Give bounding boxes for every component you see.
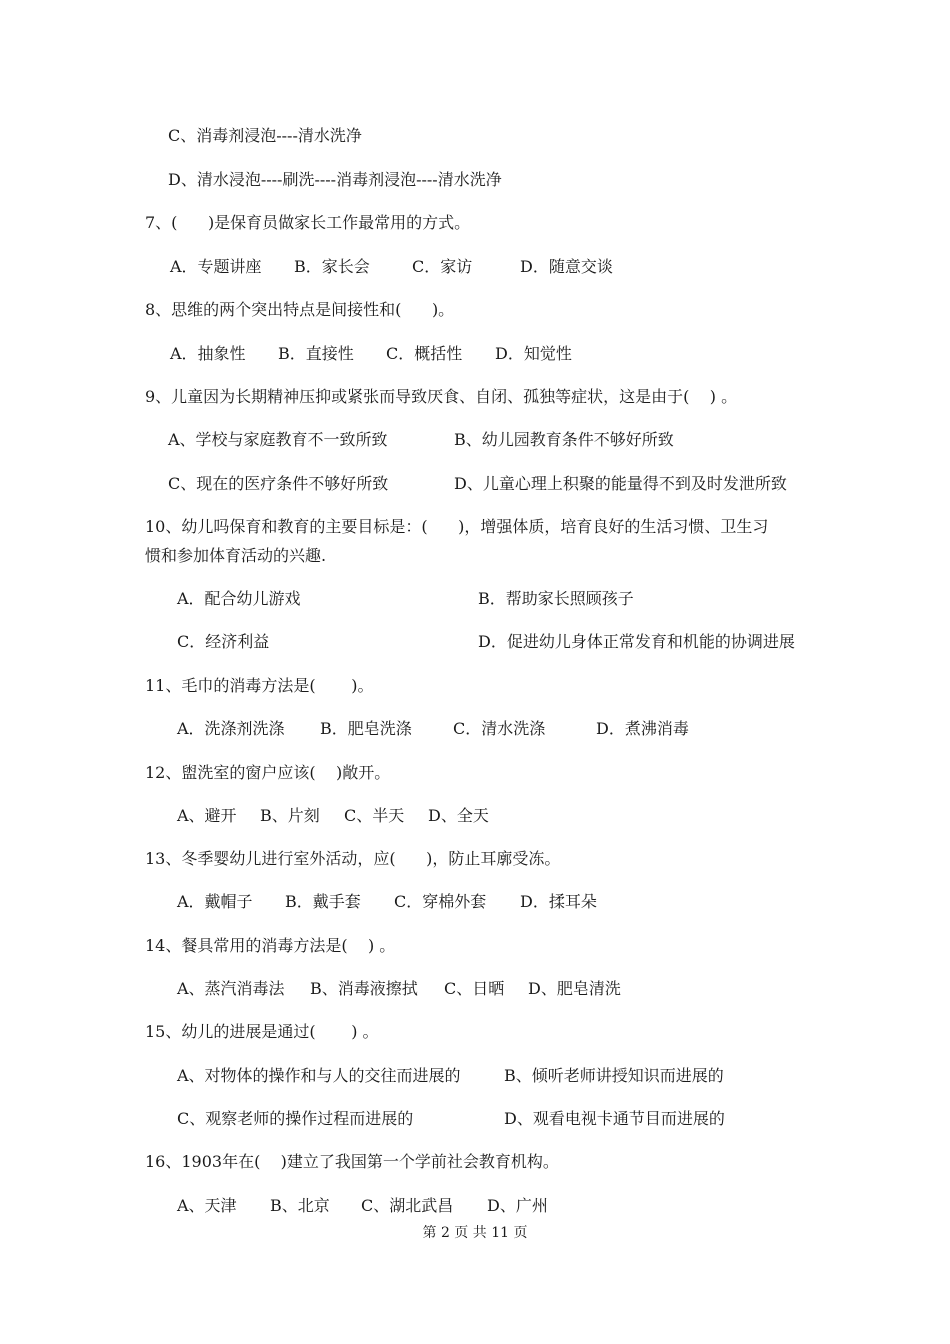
q10-option-c: C．经济利益 (177, 632, 270, 651)
question-15: 15、幼儿的进展是通过( ) 。 (145, 1022, 379, 1041)
question-10-line-2: 惯和参加体育活动的兴趣. (145, 546, 327, 565)
q8-option-b: B．直接性 (278, 344, 354, 363)
question-13: 13、冬季婴幼儿进行室外活动，应( )，防止耳廓受冻。 (145, 849, 561, 868)
q9-option-a: A、学校与家庭教育不一致所致 (168, 430, 388, 449)
q12-option-c: C、半天 (344, 806, 405, 825)
q10-option-a: A．配合幼儿游戏 (177, 589, 301, 608)
q15-option-c: C、观察老师的操作过程而进展的 (177, 1109, 414, 1128)
q9-option-b: B、幼儿园教育条件不够好所致 (454, 430, 674, 449)
q10-option-b: B．帮助家长照顾孩子 (478, 589, 634, 608)
q8-option-c: C．概括性 (386, 344, 463, 363)
q7-option-b: B．家长会 (294, 257, 370, 276)
q8-option-d: D．知觉性 (495, 344, 572, 363)
question-7: 7、( )是保育员做家长工作最常用的方式。 (145, 213, 471, 232)
q14-option-a: A、蒸汽消毒法 (177, 979, 285, 998)
q11-option-a: A．洗涤剂洗涤 (177, 719, 285, 738)
q13-option-d: D．揉耳朵 (520, 892, 597, 911)
q16-option-a: A、天津 (177, 1196, 237, 1215)
q9-option-c: C、现在的医疗条件不够好所致 (168, 474, 389, 493)
q10-option-d: D．促进幼儿身体正常发育和机能的协调进展 (478, 632, 795, 651)
question-11: 11、毛巾的消毒方法是( )。 (145, 676, 374, 695)
question-10-line-1: 10、幼儿吗保育和教育的主要目标是：( )，增强体质，培育良好的生活习惯、卫生习 (145, 517, 769, 536)
q12-option-a: A、避开 (177, 806, 237, 825)
q8-option-a: A．抽象性 (170, 344, 246, 363)
q14-option-d: D、肥皂清洗 (528, 979, 621, 998)
q11-option-d: D．煮沸消毒 (596, 719, 689, 738)
q13-option-a: A．戴帽子 (177, 892, 253, 911)
q12-option-b: B、片刻 (260, 806, 320, 825)
question-12: 12、盥洗室的窗户应该( )敞开。 (145, 763, 391, 782)
question-8: 8、思维的两个突出特点是间接性和( )。 (145, 300, 455, 319)
q15-option-d: D、观看电视卡通节目而进展的 (504, 1109, 725, 1128)
page-footer: 第 2 页 共 11 页 (422, 1225, 528, 1241)
q11-option-b: B．肥皂洗涤 (320, 719, 412, 738)
q15-option-b: B、倾听老师讲授知识而进展的 (504, 1066, 724, 1085)
question-16: 16、1903年在( )建立了我国第一个学前社会教育机构。 (145, 1152, 559, 1171)
q16-option-c: C、湖北武昌 (361, 1196, 454, 1215)
q13-option-b: B．戴手套 (285, 892, 361, 911)
question-9: 9、儿童因为长期精神压抑或紧张而导致厌食、自闭、孤独等症状，这是由于( ) 。 (145, 387, 738, 406)
q12-option-d: D、全天 (428, 806, 489, 825)
option-line-d: D、清水浸泡----刷洗----消毒剂浸泡----清水洗净 (168, 170, 502, 189)
q16-option-b: B、北京 (270, 1196, 330, 1215)
question-14: 14、餐具常用的消毒方法是( ) 。 (145, 936, 396, 955)
q14-option-c: C、日晒 (444, 979, 505, 998)
q13-option-c: C．穿棉外套 (394, 892, 487, 911)
q7-option-c: C．家访 (412, 257, 473, 276)
q7-option-a: A．专题讲座 (170, 257, 262, 276)
q14-option-b: B、消毒液擦拭 (310, 979, 418, 998)
q15-option-a: A、对物体的操作和与人的交往而进展的 (177, 1066, 461, 1085)
q11-option-c: C．清水洗涤 (453, 719, 546, 738)
q9-option-d: D、儿童心理上积聚的能量得不到及时发泄所致 (454, 474, 787, 493)
q16-option-d: D、广州 (487, 1196, 548, 1215)
option-line-c: C、消毒剂浸泡----清水洗净 (168, 126, 362, 145)
q7-option-d: D．随意交谈 (520, 257, 613, 276)
